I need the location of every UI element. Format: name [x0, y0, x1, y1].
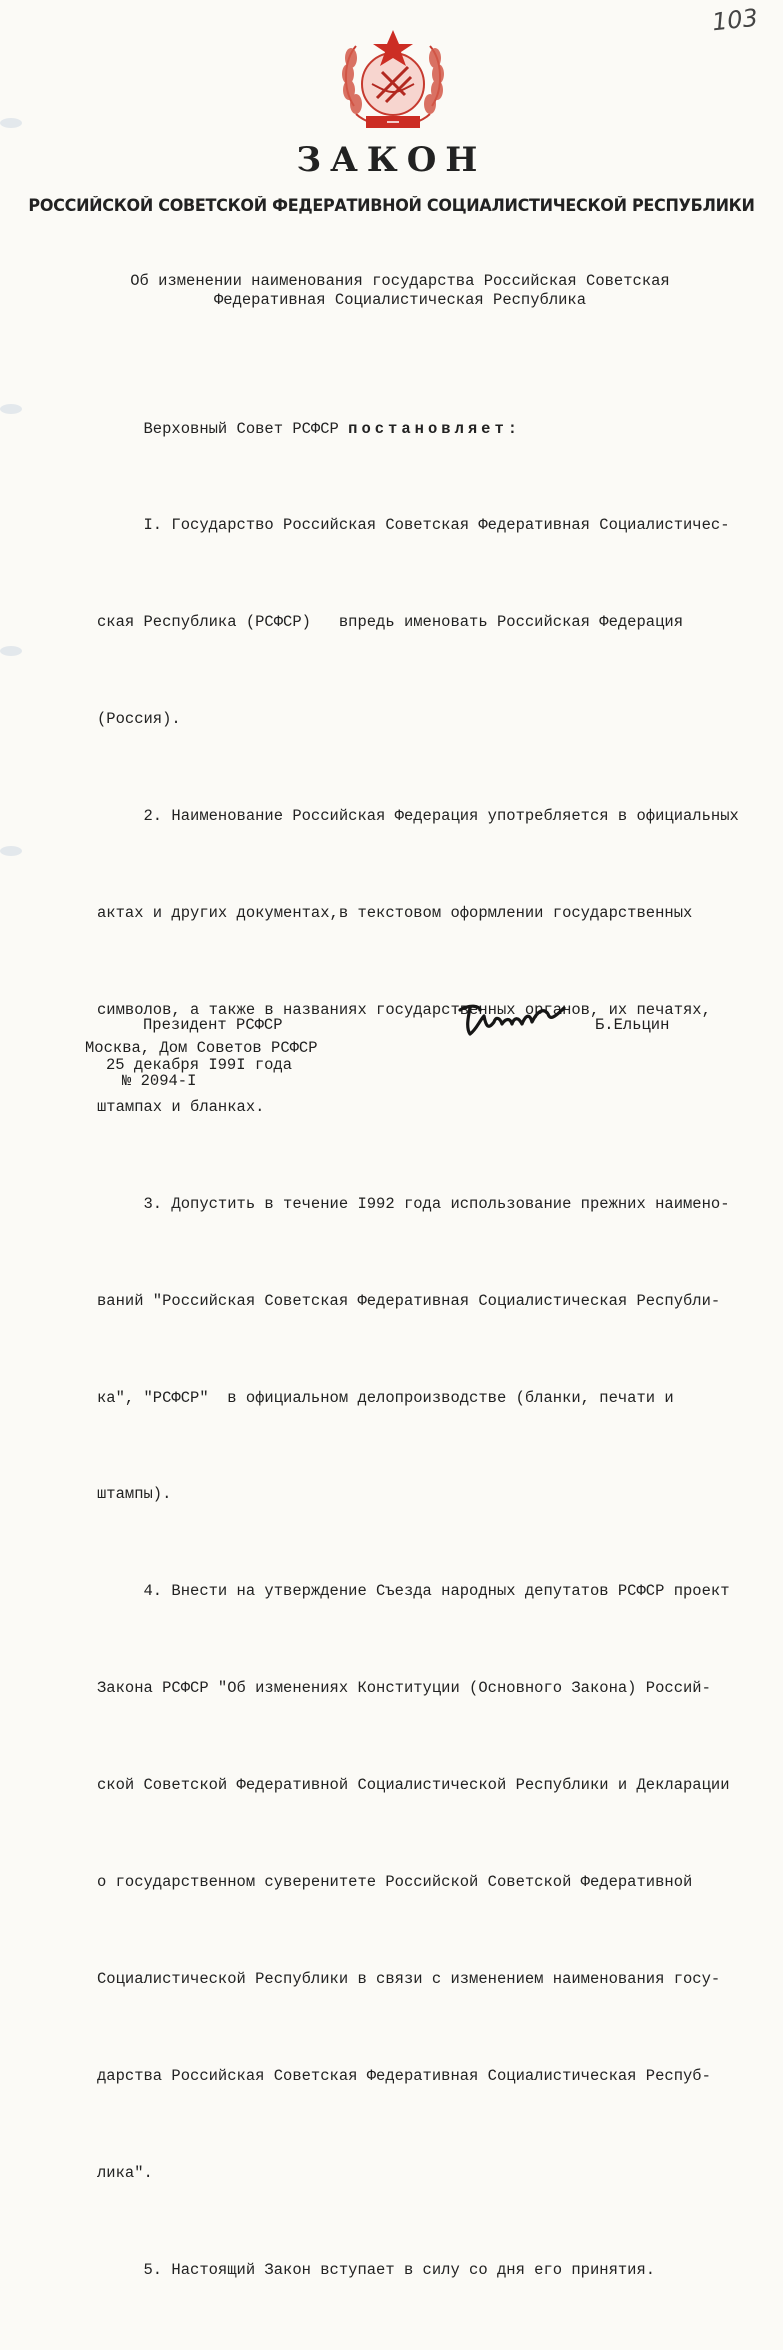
body-line: лика". — [97, 2163, 153, 2182]
signatory-name: Б.Ельцин — [595, 1016, 670, 1034]
edge-mark — [0, 846, 22, 856]
law-subject-line: Федеративная Социалистическая Республика — [213, 291, 587, 309]
preamble-verb: постановляет: — [348, 419, 522, 438]
signing-place: Москва, Дом Советов РСФСР — [85, 1039, 318, 1057]
law-title: ЗАКОН — [296, 140, 487, 180]
republic-subtitle: РОССИЙСКОЙ СОВЕТСКОЙ ФЕДЕРАТИВНОЙ СОЦИАЛИСТИЧЕСКОЙ РЕСПУБЛИКИ — [28, 196, 755, 215]
law-body — [97, 348, 757, 2350]
body-line: 2. Наименование Российская Федерация употребляется в официальных — [97, 807, 739, 826]
body-line: ка", "РСФСР" в официальном делопроизводстве (бланки, печати и — [97, 1388, 674, 1407]
body-line: штампах и бланках. — [97, 1097, 265, 1116]
body-line: актах и других документах,в текстовом оформлении государственных — [97, 904, 693, 923]
signing-date: 25 декабря I99I года — [106, 1056, 293, 1074]
edge-mark — [0, 646, 22, 656]
preamble-text: Верховный Совет РСФСР — [97, 419, 349, 438]
edge-mark — [0, 404, 22, 414]
body-line: ской Советской Федеративной Социалистической Республики и Декларации — [97, 1776, 730, 1795]
signatory-title: Президент РСФСР — [143, 1016, 283, 1034]
body-line: дарства Российская Советская Федеративная Социалистическая Респуб- — [97, 2066, 711, 2085]
body-line: штампы). — [97, 1485, 172, 1504]
body-line: Закона РСФСР "Об изменениях Конституции (Основного Закона) Россий- — [97, 1679, 711, 1698]
body-line: Социалистической Республики в связи с изменением наименования госу- — [97, 1969, 721, 1988]
law-subject-line: Об изменении наименования государства Российская Советская — [130, 272, 670, 290]
law-subject — [100, 272, 700, 310]
body-line: 3. Допустить в течение I992 года использование прежних наимено- — [97, 1194, 730, 1213]
law-number: № 2094-I — [122, 1072, 197, 1090]
archive-number: 103 — [710, 3, 760, 37]
body-line: символов, а также в названиях государственных органов, их печатях, — [97, 1000, 711, 1019]
preamble — [97, 413, 757, 445]
body-line: (Россия). — [97, 710, 181, 729]
body-line: ваний "Российская Советская Федеративная Социалистическая Республи- — [97, 1291, 721, 1310]
edge-mark — [0, 118, 22, 128]
body-line: I. Государство Российская Советская Федеративная Социалистичес- — [97, 516, 730, 535]
body-line: 5. Настоящий Закон вступает в силу со дня его принятия. — [97, 2260, 656, 2279]
body-line: 4. Внести на утверждение Съезда народных депутатов РСФСР проект — [97, 1582, 730, 1601]
state-emblem-icon — [338, 22, 448, 140]
body-line: о государственном суверенитете Российской Советской Федеративной — [97, 1872, 693, 1891]
body-line: ская Республика (РСФСР) впредь именовать Российская Федерация — [97, 613, 683, 632]
handwritten-signature-icon — [452, 1000, 572, 1040]
